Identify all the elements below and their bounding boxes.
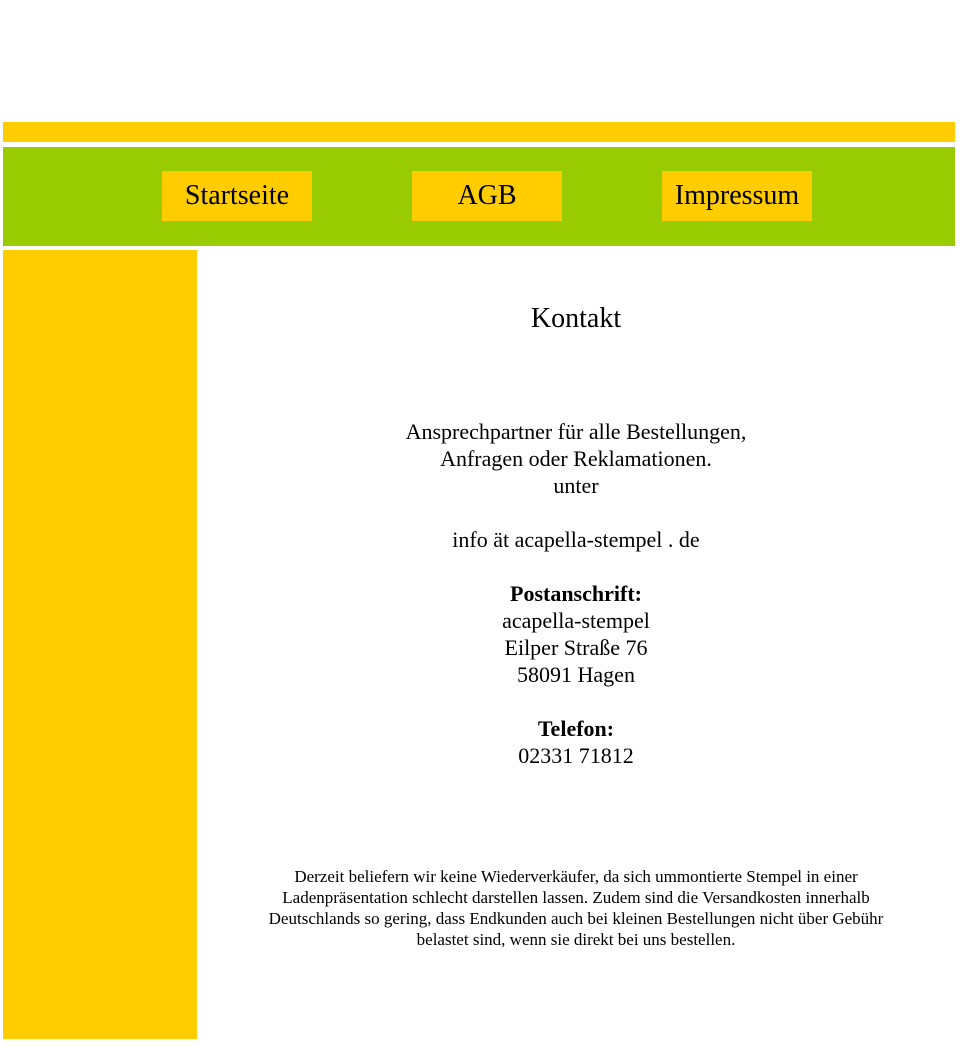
nav-item-agb[interactable]: AGB bbox=[412, 171, 562, 221]
nav-item-impressum[interactable]: Impressum bbox=[662, 171, 812, 221]
phone-label: Telefon: bbox=[537, 716, 615, 741]
email-text: info ät acapella-stempel . de bbox=[452, 527, 700, 552]
postal-line: Eilper Straße 76 bbox=[504, 635, 648, 660]
postal-line: 58091 Hagen bbox=[517, 662, 635, 687]
phone-number: 02331 71812 bbox=[518, 743, 634, 768]
intro-line: unter bbox=[553, 473, 599, 498]
phone-block bbox=[197, 715, 955, 769]
nav-bar bbox=[3, 147, 955, 246]
postal-label: Postanschrift: bbox=[510, 581, 642, 606]
postal-line: acapella-stempel bbox=[502, 608, 650, 633]
intro-line: Anfragen oder Reklamationen. bbox=[440, 446, 712, 471]
top-accent-bar bbox=[3, 122, 955, 142]
reseller-note: Derzeit beliefern wir keine Wiederverkäufer, da sich ummontierte Stempel in einer Ladenpräsentation schlecht darstellen lassen. Zudem sind die Versandkosten innerhalb Deutschlands so gering, dass Endkunden auch bei kleinen Bestellungen nicht über Gebühr belastet sind, wenn sie direkt bei uns bestellen. bbox=[268, 867, 884, 949]
nav-item-startseite[interactable]: Startseite bbox=[162, 171, 312, 221]
postal-address-block bbox=[197, 580, 955, 688]
page-title: Kontakt bbox=[530, 303, 622, 334]
intro-line: Ansprechpartner für alle Bestellungen, bbox=[405, 419, 747, 444]
sidebar-panel bbox=[3, 250, 197, 1039]
main-content bbox=[197, 250, 955, 1062]
intro-block bbox=[197, 418, 955, 499]
